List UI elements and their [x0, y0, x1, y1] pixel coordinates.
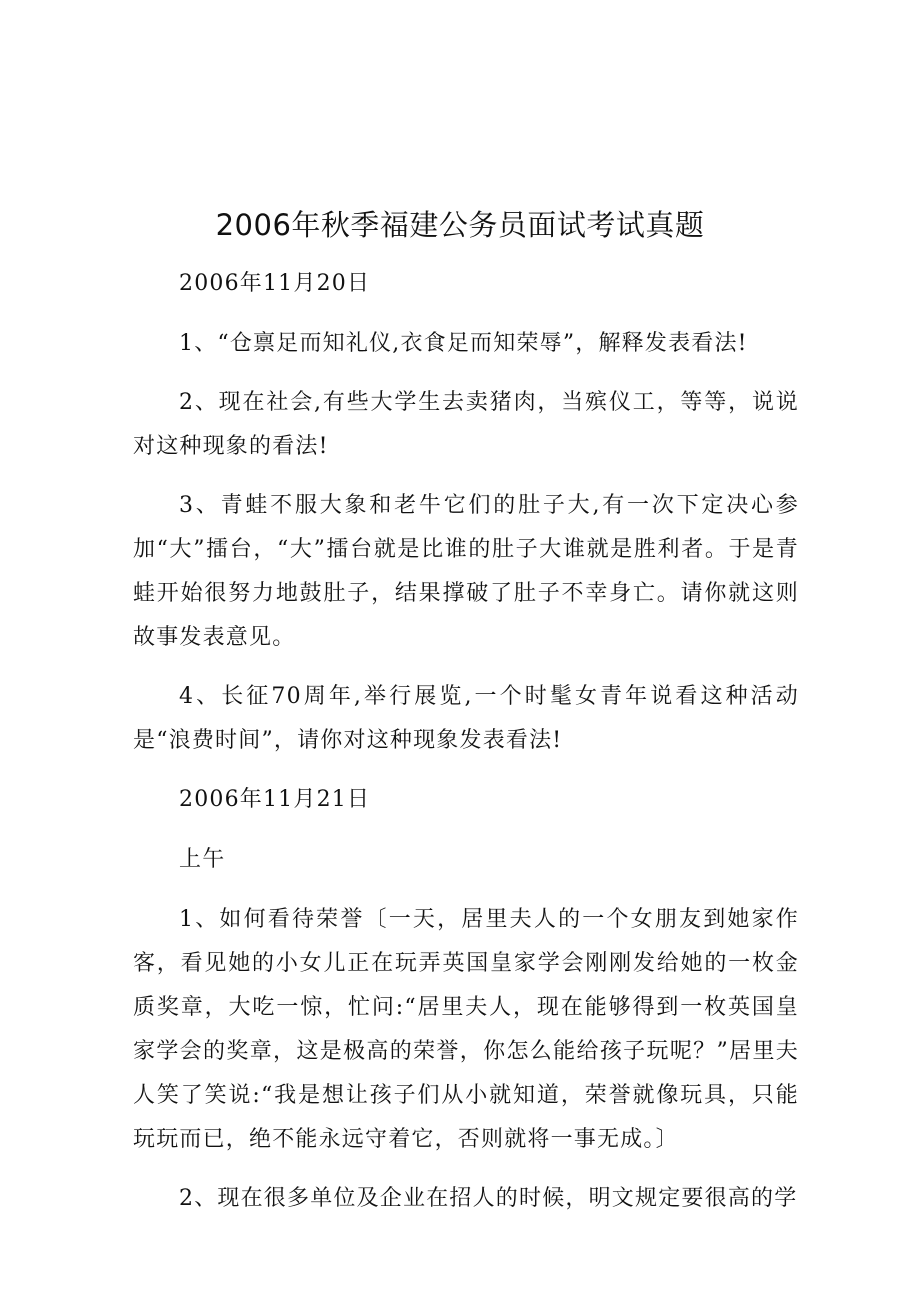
date-heading-nov-20: 2006年11月20日: [179, 271, 371, 296]
question-paragraph: 4、长征70周年,举行展览,一个时髦女青年说看这种活动是“浪费时间”，请你对这种现象发表看法!: [133, 684, 799, 753]
document-title: 2006年秋季福建公务员面试考试真题: [215, 208, 705, 242]
date-heading-nov-21: 2006年11月21日: [179, 787, 371, 812]
question-paragraph: 1、“仓禀足而知礼仪,衣食足而知荣辱”，解释发表看法!: [179, 331, 748, 356]
question-paragraph: 2、现在很多单位及企业在招人的时候，明文规定要很高的学: [179, 1186, 798, 1211]
session-heading-morning: 上午: [179, 847, 226, 872]
question-paragraph: 1、如何看待荣誉〔一天，居里夫人的一个女朋友到她家作客，看见她的小女儿正在玩弄英国皇家学会刚刚发给她的一枚金质奖章，大吃一惊，忙问:“居里夫人，现在能够得到一枚英国皇家学会的奖章，这是极高的荣誉，你怎么能给孩子玩呢？”居里夫人笑了笑说:“我是想让孩子们从小就知道，荣誉就像玩具，只能玩玩而已，绝不能永远守着它，否则就将一事无成。〕: [133, 907, 799, 1152]
document-body: [133, 262, 799, 1236]
question-paragraph: 3、青蛙不服大象和老牛它们的肚子大,有一次下定决心参加“大”擂台，“大”擂台就是比谁的肚子大谁就是胜利者。于是青蛙开始很努力地鼓肚子，结果撑破了肚子不幸身亡。请你就这则故事发表意见。: [133, 493, 799, 650]
question-paragraph: 2、现在社会,有些大学生去卖猪肉，当殡仪工，等等，说说对这种现象的看法!: [133, 390, 799, 459]
